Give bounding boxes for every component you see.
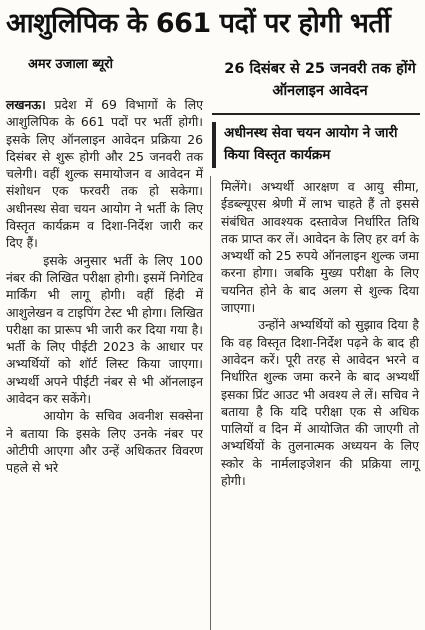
- divider: [212, 113, 420, 115]
- right-column: [221, 178, 419, 489]
- byline: अमर उजाला ब्यूरो: [28, 57, 113, 72]
- subheading-dates: 26 दिसंबर से 25 जनवरी तक होंगे ऑनलाइन आवेदन: [224, 61, 416, 99]
- headline: आशुलिपिक के 661 पदों पर होगी भर्ती: [6, 8, 391, 39]
- paragraph: इसके अनुसार भर्ती के लिए 100 नंबर की लिखित परीक्षा होगी। इसमें निगेटिव मार्किंग भी लागू होगी। वहीं हिंदी में आशुलेखन व टाइपिंग टेस्ट भी होगा। लिखित परीक्षा का प्रारूप भी जारी कर दिया गया है। भर्ती के लिए पीईटी 2023 के आधार पर अभ्यर्थियों को शॉर्ट लिस्ट किया जाएगा। अभ्यर्थी अपने पीईटी नंबर से भी ऑनलाइन आवेदन कर सकेंगे।: [6, 252, 203, 407]
- paragraph: [6, 96, 203, 252]
- paragraph: आयोग के सचिव अवनीश सक्सेना ने बताया कि इसके लिए उनके नंबर पर ओटीपी आएगा और उन्हें अधिकतर विवरण पहले से भरे: [6, 408, 203, 476]
- column-divider: [210, 176, 211, 630]
- left-column: [6, 96, 203, 477]
- dateline: लखनऊ।: [6, 97, 46, 112]
- paragraph: उन्होंने अभ्यर्थियों को सुझाव दिया है कि वह विस्तृत दिशा-निर्देश पढ़ने के बाद ही आवेदन करें। पूरी तरह से आवेदन भरने व निर्धारित शुल्क जमा करने के बाद अभ्यर्थी इसका प्रिंट आउट भी अवश्य ले लें। सचिव ने बताया है कि यदि परीक्षा एक से अधिक पालियों व दिन में आयोजित की जाएगी तो अभ्यर्थियों के तुलनात्मक अध्ययन के लिए स्कोर के नार्मलाइजेशन की प्रक्रिया लागू होगी।: [221, 317, 419, 489]
- paragraph: मिलेंगे। अभ्यर्थी आरक्षण व आयु सीमा, ईडब्ल्यूएस श्रेणी में लाभ चाहते हैं तो इससे संबंधित आवश्यक दस्तावेज निर्धारित तिथि तक प्राप्त कर लें। आवेदन के लिए हर वर्ग के अभ्यर्थी को 25 रुपये ऑनलाइन शुल्क जमा करना होगा। जबकि मुख्य परीक्षा के लिए चयनित होने के बाद अलग से शुल्क दिया जाएगा।: [221, 179, 419, 316]
- paragraph-text: प्रदेश में 69 विभागों के लिए आशुलिपिक के 661 पदों पर भर्ती होगी। इसके लिए ऑनलाइन आवेदन प्रक्रिया 26 दिसंबर से शुरू होगी और 25 जनवरी तक चलेगी। वहीं शुल्क समायोजन व आवेदन में संशोधन एक फरवरी तक हो सकेगा। अधीनस्थ सेवा चयन आयोग ने भर्ती के लिए विस्तृत कार्यक्रम व दिशा-निर्देश जारी कर दिए हैं।: [6, 97, 203, 251]
- subheading-commission: अधीनस्थ सेवा चयन आयोग ने जारी किया विस्तृत कार्यक्रम: [212, 122, 420, 168]
